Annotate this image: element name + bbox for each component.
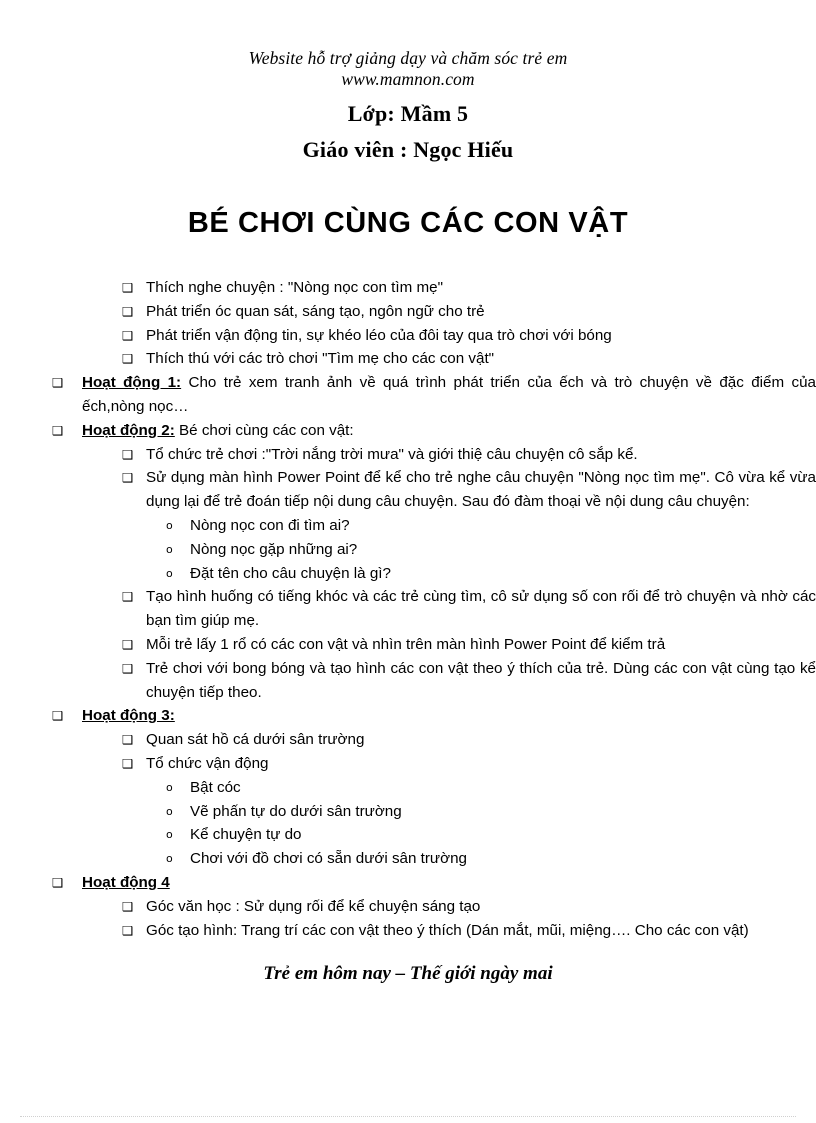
list-item-text: Đặt tên cho câu chuyện là gì? [190,564,391,582]
list-item-text: Trẻ chơi với bong bóng và tạo hình các con vật theo ý thích của trẻ. Dùng các con vật cùng tạo kể chuyện tiếp theo. [146,659,816,701]
list-item [0,752,816,776]
page-bottom-divider [20,1116,796,1118]
list-item-text: Tổ chức vận động [146,754,269,772]
list-item [0,895,816,919]
activity-text [82,704,816,728]
activity-body: Cho trẻ xem tranh ảnh về quá trình phát triển của ếch và trò chuyện về đặc điểm của ếch,nòng nọc… [82,374,816,415]
list-item-text: Góc văn học : Sử dụng rối để kể chuyện sáng tạo [146,897,481,915]
objectives-list [0,276,816,371]
list-item [0,585,816,633]
activity-label: Hoạt động 1: [82,374,182,392]
list-item-text: Tổ chức trẻ chơi :"Trời nắng trời mưa" và giới thiệ câu chuyện cô sắp kể. [146,445,638,463]
list-item-text: Tạo hình huống có tiếng khóc và các trẻ cùng tìm, cô sử dụng số con rối để trò chuyện và nhờ các bạn tìm giúp mẹ. [146,588,816,630]
activity-item [0,371,816,419]
list-item [0,347,816,371]
list-item [0,276,816,300]
list-item-text: Kể chuyện tự do [190,826,302,844]
square-bullet-icon: ❑ [122,732,134,748]
list-item-text: Bật cóc [190,778,241,796]
activity-text [82,419,816,443]
square-bullet-icon: ❑ [122,636,134,652]
list-item [0,823,816,847]
square-bullet-icon: ❑ [122,280,134,295]
list-item-text: Nòng nọc con đi tìm ai? [190,516,350,534]
activity-text [82,871,816,895]
square-bullet-icon: ❑ [52,422,64,438]
list-item [0,538,816,562]
list-item [0,728,816,752]
square-bullet-icon: ❑ [122,922,134,938]
activity-label: Hoạt động 3: [82,707,175,725]
list-item-text: Chơi với đồ chơi có sẵn dưới sân trường [190,850,467,868]
square-bullet-icon: ❑ [122,898,134,914]
site-url: www.mamnon.com [341,69,475,89]
list-item [0,562,816,586]
activity-item [0,419,816,443]
circle-bullet-icon: o [166,566,173,580]
square-bullet-icon: ❑ [122,755,134,771]
list-item-text: Thích thú với các trò chơi "Tìm mẹ cho các con vật" [146,350,495,368]
list-item [0,800,816,824]
square-bullet-icon: ❑ [122,470,134,486]
teacher-line: Giáo viên : Ngọc Hiếu [302,137,514,162]
list-item [0,443,816,467]
site-tagline: Website hỗ trợ giảng dạy và chăm sóc trẻ em [248,48,568,68]
square-bullet-icon: ❑ [122,446,134,462]
list-item [0,776,816,800]
list-item-text: Phát triển óc quan sát, sáng tạo, ngôn ngữ cho trẻ [146,302,485,320]
list-item-text: Mỗi trẻ lấy 1 rổ có các con vật và nhìn trên màn hình Power Point để kiểm trả [146,635,666,653]
square-bullet-icon: ❑ [52,708,64,724]
circle-bullet-icon: o [166,804,173,818]
activity-body: Bé chơi cùng các con vật: [174,421,354,439]
document-body [0,276,816,942]
square-bullet-icon: ❑ [122,303,134,319]
list-item [0,514,816,538]
square-bullet-icon: ❑ [52,874,64,890]
square-bullet-icon: ❑ [122,589,134,605]
square-bullet-icon: ❑ [122,327,134,343]
page-title: BÉ CHƠI CÙNG CÁC CON VẬT [187,207,629,239]
list-item [0,847,816,871]
activity-label: Hoạt động 4 [82,873,170,891]
list-item [0,300,816,324]
list-item-text: Góc tạo hình: Trang trí các con vật theo ý thích (Dán mắt, mũi, miệng…. Cho các con vật) [146,921,749,939]
list-item-text: Thích nghe chuyện : "Nòng nọc con tìm mẹ" [146,279,443,296]
activity-item [0,704,816,728]
list-item-text: Vẽ phấn tự do dưới sân trường [190,802,402,820]
list-item-text: Quan sát hồ cá dưới sân trường [146,731,365,749]
circle-bullet-icon: o [166,518,173,532]
list-item [0,633,816,657]
list-item [0,919,816,943]
square-bullet-icon: ❑ [122,660,134,676]
document-header [0,0,816,165]
circle-bullet-icon: o [166,542,173,556]
list-item-text: Sử dụng màn hình Power Point để kể cho trẻ nghe câu chuyện "Nòng nọc tìm mẹ". Cô vừa kể vừa dụng lại để trẻ đoán tiếp nội dung câu chuyện. Sau đó đàm thoại về nội dung câu chuyện: [146,469,816,511]
list-item [0,466,816,514]
circle-bullet-icon: o [166,780,173,794]
square-bullet-icon: ❑ [52,375,64,391]
list-item [0,324,816,348]
list-item-text: Phát triển vận động tin, sự khéo léo của đôi tay qua trò chơi với bóng [146,326,612,344]
document-footer: Trẻ em hôm nay – Thế giới ngày mai [263,963,553,985]
square-bullet-icon: ❑ [122,351,134,367]
circle-bullet-icon: o [166,828,173,842]
list-item [0,657,816,705]
list-item-text: Nòng nọc gặp những ai? [190,540,358,558]
activity-text [82,371,816,419]
circle-bullet-icon: o [166,852,173,866]
activity-item [0,871,816,895]
activity-label: Hoạt động 2: [82,421,175,439]
class-line: Lớp: Mầm 5 [347,101,469,126]
